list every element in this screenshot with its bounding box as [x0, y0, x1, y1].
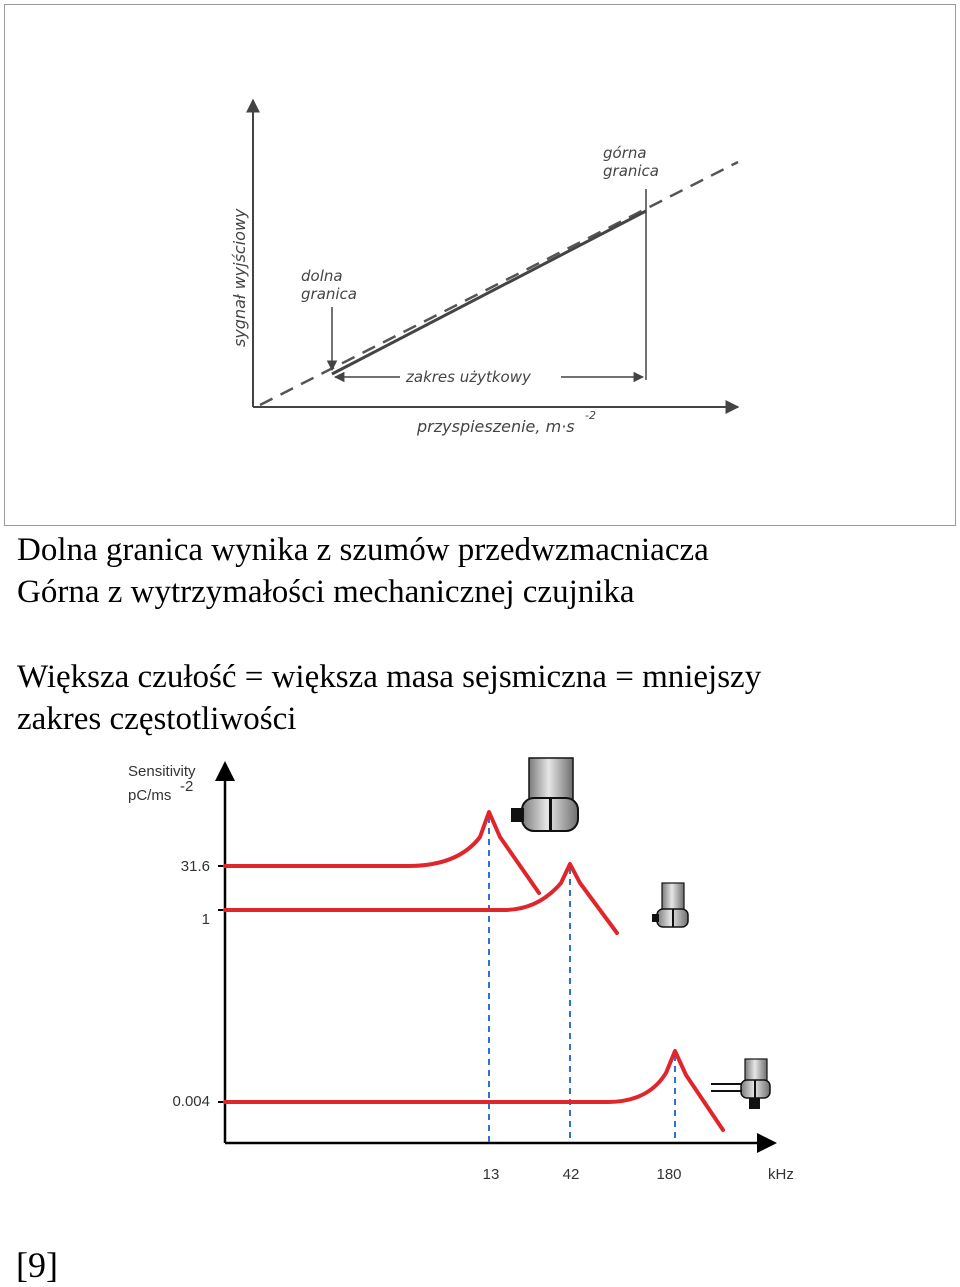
lower-limit-label-2: granica [301, 285, 357, 303]
large-accelerometer-icon [511, 758, 578, 831]
limits-explanation [17, 529, 709, 613]
medium-accelerometer-icon [652, 883, 688, 927]
range-label: zakres użytkowy [406, 368, 531, 386]
usable-response-line [332, 211, 646, 374]
y-axis-title-line2: pC/ms [128, 787, 172, 804]
sensor-range-diagram [4, 4, 956, 526]
upper-limit-label-2: granica [603, 162, 659, 180]
small-accelerometer-icon [711, 1059, 770, 1109]
response-curve-0.004 [225, 1051, 723, 1130]
y-tick-label-2: 0.004 [172, 1093, 210, 1110]
sensitivity-chart [108, 745, 853, 1203]
text-line-4: zakres częstotliwości [17, 701, 297, 737]
x-tick-label-2: 180 [656, 1166, 682, 1183]
x-axis-label-exponent: -2 [585, 409, 596, 422]
text-line-1: Dolna granica wynika z szumów przedwzmacniacza [17, 532, 709, 568]
y-axis-label: sygnał wyjściowy [230, 208, 249, 347]
x-axis-title: kHz [768, 1166, 794, 1183]
text-line-2: Górna z wytrzymałości mechanicznej czujnika [17, 574, 635, 610]
response-curve-31.6 [225, 812, 539, 893]
text-line-3: Większa czułość = większa masa sejsmiczna = mniejszy [17, 659, 762, 695]
x-tick-label-0: 13 [482, 1166, 500, 1183]
y-axis-title-line1: Sensitivity [128, 763, 196, 780]
x-axis-label: przyspieszenie, m·s [417, 417, 575, 436]
y-tick-label-0: 31.6 [180, 858, 210, 875]
response-curve-1 [225, 864, 617, 933]
y-axis-title-exponent: -2 [180, 778, 194, 795]
range-diagram-svg [5, 5, 957, 527]
x-tick-label-1: 42 [562, 1166, 580, 1183]
lower-limit-label-1: dolna [301, 267, 343, 285]
upper-limit-label-1: górna [603, 144, 647, 162]
y-tick-label-1: 1 [201, 911, 210, 928]
sensitivity-tradeoff [17, 656, 761, 740]
reference-number: [9] [16, 1245, 58, 1285]
